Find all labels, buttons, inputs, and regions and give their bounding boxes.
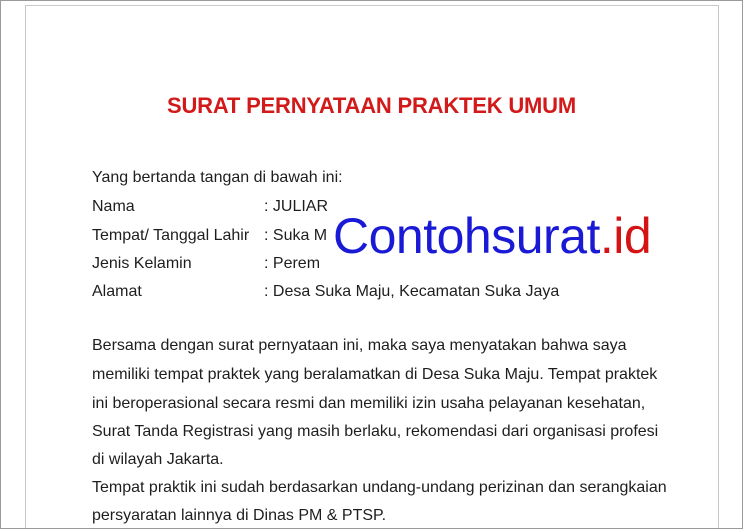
body-line: di wilayah Jakarta.: [92, 451, 224, 468]
body-line: Bersama dengan surat pernyataan ini, maka saya menyatakan bahwa saya: [92, 337, 627, 354]
field-value: : Perem: [264, 255, 321, 272]
body-line: Surat Tanda Registrasi yang masih berlaku, rekomendasi dari organisasi profesi: [92, 423, 659, 440]
watermark-logo: [331, 206, 655, 266]
body-line: memiliki tempat praktek yang beralamatkan di Desa Suka Maju. Tempat praktek: [92, 366, 658, 383]
field-value: : Suka M: [264, 227, 328, 244]
field-label: Nama: [92, 198, 135, 215]
watermark-main: Contohsurat: [333, 208, 600, 264]
intro-text: Yang bertanda tangan di bawah ini:: [92, 169, 343, 186]
field-label: Jenis Kelamin: [92, 255, 192, 272]
field-label: Tempat/ Tanggal Lahir: [92, 227, 250, 244]
document-title: SURAT PERNYATAAN PRAKTEK UMUM: [167, 93, 576, 118]
watermark-tld: .id: [599, 208, 652, 264]
body-line: ini beroperasional secara resmi dan memiliki izin usaha pelayanan kesehatan,: [92, 395, 646, 412]
body-line: Tempat praktik ini sudah berdasarkan undang-undang perizinan dan serangkaian: [92, 479, 667, 496]
body-line: persyaratan lainnya di Dinas PM & PTSP.: [92, 507, 387, 524]
field-value: : JULIAR: [264, 198, 329, 215]
field-label: Alamat: [92, 283, 142, 300]
field-value: : Desa Suka Maju, Kecamatan Suka Jaya: [264, 283, 560, 300]
